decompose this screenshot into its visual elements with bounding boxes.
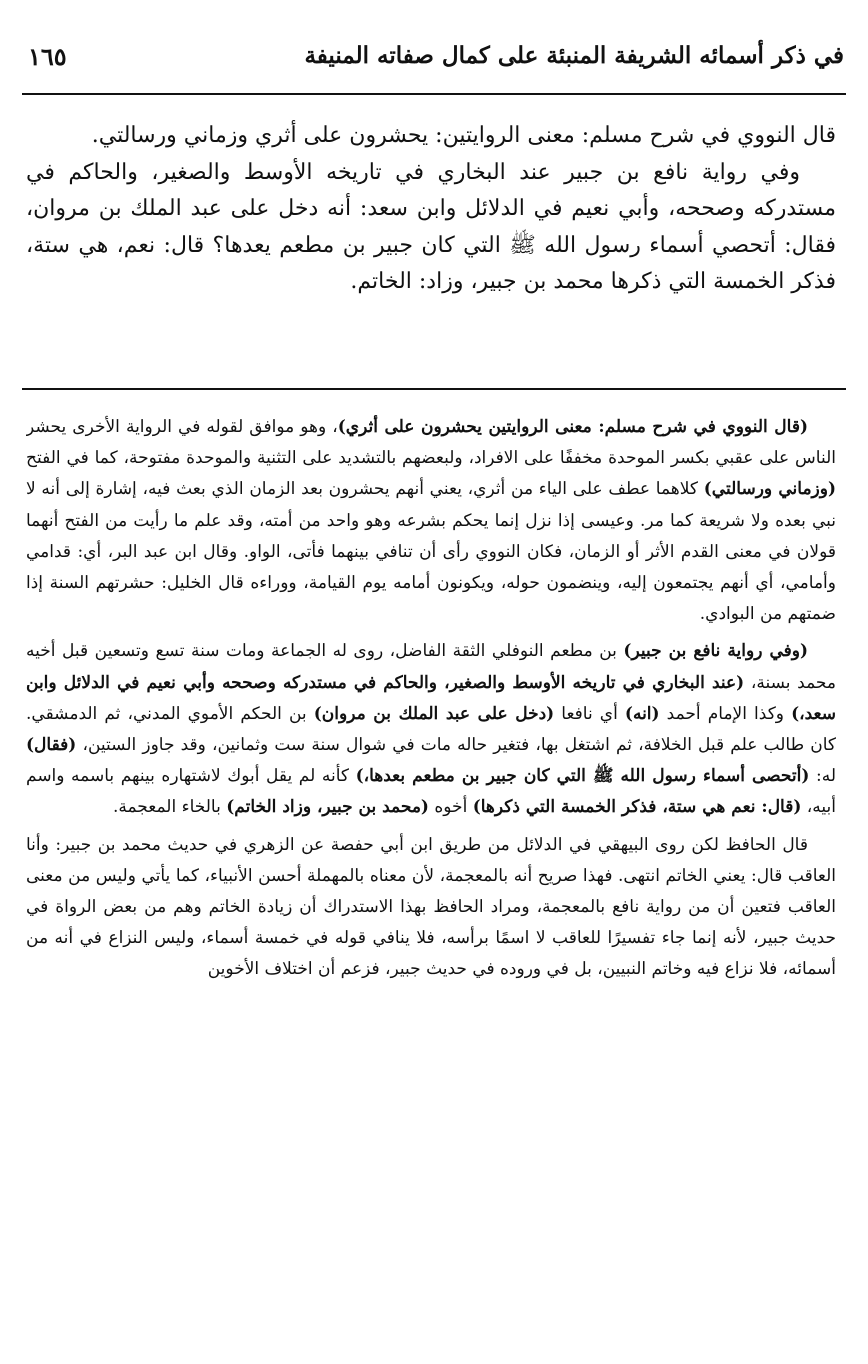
text-run: بن مطعم النوفلي الثقة الفاضل، روى له الجماعة ومات سنة تسع وتسعين قبل أخيه محمد بسنة، <box>26 641 836 693</box>
main-paragraph-2: وفي رواية نافع بن جبير عند البخاري في تاريخه الأوسط والصغير، والحاكم في مستدركه وصححه، وأبي نعيم في الدلائل وابن سعد: أنه دخل على عبد الملك بن مروان، فقال: أتحصي أسماء رسول الله ﷺ التي كان جبير بن مطعم يعدها؟ قال: نعم، هي ستة، فذكر الخمسة التي ذكرها محمد بن جبير، وزاد: الخاتم. <box>26 159 836 294</box>
text-run: بالخاء المعجمة. <box>112 797 227 818</box>
running-title: في ذكر أسمائه الشريفة المنبئة على كمال صفاته المنيفة <box>304 42 844 69</box>
text-run: أي نافعا <box>554 703 625 724</box>
bold-quote: (فقال) <box>26 735 77 756</box>
text-run: قال الحافظ لكن روى البيهقي في الدلائل من طريق ابن أبي حفصة عن الزهري في حديث محمد بن جبير: وأنا العاقب قال: يعني الخاتم انتهى. فهذا صريح أنه بالمعجمة، لأن معناه بالمهملة أحسن الأنبياء، كما يأتي وليس من معنى العاقب فتعين أن من رواية نافع بالمعجمة، ومراد الحافظ بهذا الاستدراك أن زيادة الخاتم وهم من بعض الرواة في حديث جبير، لأنه إنما جاء تفسيرًا للعاقب لا اسمًا برأسه، فلا ينافي قوله في خمسة أسماء، وليس النزاع في أنه من أسمائه، فلا نزاع فيه وخاتم النبيين، بل في وروده في حديث جبير، فزعم أن اختلاف الأخوين <box>26 834 836 980</box>
text-run: ، وهو موافق لقوله في الرواية الأخرى يحشر الناس على عقبي بكسر الموحدة مخففًا على الافراد، ولبعضهم بالتشديد على التثنية والموحدة مفتوحة، كما في الفتح <box>26 417 836 469</box>
commentary-paragraph <box>26 830 836 986</box>
text-run: له: <box>809 766 836 787</box>
text-run: كلاهما عطف على الياء من أثري، يعني أنهم يحشرون بعد الزمان الذي بعث فيه، إشارة إلى أنه لا نبي بعده ولا شريعة كما مر. وعيسى إذا نزل إنما يحكم بشرعه وهو واحد من أمته، وقد علم ما رأيت من الفتح أنهما قولان في معنى القدم الأثر أو الزمان، فكان النووي رأى أن تنافي بينهما فأتى، الواو. وقال ابن عبد البر، أي: قدامي وأمامي، أي أنهم يجتمعون إليه، وينضمون حوله، ويكونون أمامه يوم القيامة، ووراءه قال الخليل: حشرتهم السنة إذا ضمتهم من البوادي. <box>26 479 836 625</box>
bold-quote: (عند البخاري في تاريخه الأوسط والصغير، والحاكم في مستدركه وصححه وأبي نعيم في الدلائل وابن سعد،) <box>26 672 836 724</box>
main-paragraph-1: قال النووي في شرح مسلم: معنى الروايتين: يحشرون على أثري وزماني ورسالتي. <box>91 123 836 148</box>
page-header <box>24 36 844 82</box>
bold-quote: (قال: نعم هي ستة، فذكر الخمسة التي ذكرها) <box>472 797 802 818</box>
commentary-paragraph <box>26 412 836 630</box>
header-rule <box>22 93 846 95</box>
commentary <box>26 412 836 1352</box>
text-run: أخوه <box>428 797 473 818</box>
bold-quote: (محمد بن جبير، وزاد الخاتم) <box>226 797 429 818</box>
commentary-paragraph <box>26 636 836 823</box>
bold-quote: (وفي رواية نافع بن جبير) <box>623 641 808 662</box>
page-number: ١٦٥ <box>28 42 67 71</box>
text-run: بن الحكم الأموي المدني، ثم الدمشقي. كان طالب علم قبل الخلافة، ثم اشتغل بها، فتغير حاله مات في شوال سنة ست وثمانين، وقد جاوز الستين، <box>26 703 836 756</box>
bold-quote: (انه) <box>624 703 660 724</box>
bold-quote: (قال النووي في شرح مسلم: معنى الروايتين يحشرون على أثري) <box>337 417 808 437</box>
bold-quote: (أتحصى أسماء رسول الله ﷺ التي كان جبير بن مطعم بعدها،) <box>355 766 810 787</box>
text-run: كأنه لم يقل أبوك لاشتهاره بينهم باسمه واسم أبيه، <box>26 766 836 818</box>
main-text <box>26 118 836 383</box>
bold-quote: (دخل على عبد الملك بن مروان) <box>313 703 555 724</box>
bold-quote: (وزماني ورسالتي) <box>703 479 836 500</box>
section-rule <box>22 388 846 390</box>
text-run: وكذا الإمام أحمد <box>659 703 792 724</box>
